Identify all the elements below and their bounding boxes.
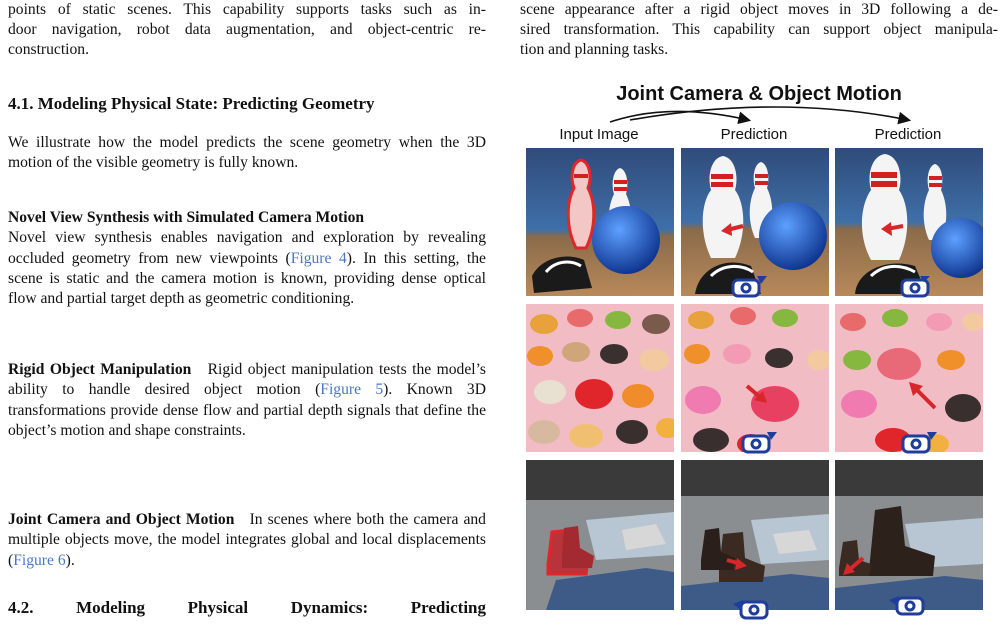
joint-text-after: ). bbox=[65, 551, 75, 569]
section-4-1-paragraph: We illustrate how the model predicts the scene geometry when the 3D motion of the visible geometry is fully known. bbox=[8, 134, 486, 172]
camera-icon bbox=[901, 432, 937, 454]
bowling-input-image bbox=[526, 148, 674, 296]
camera-icon bbox=[889, 594, 925, 616]
right-intro-line-3: tion and planning tasks. bbox=[520, 41, 669, 58]
figure-4-link[interactable]: Figure 4 bbox=[290, 249, 347, 267]
camera-icon bbox=[741, 432, 777, 454]
right-intro-line-1: scene appearance after a rigid object moves in 3D following a de- bbox=[520, 1, 998, 18]
figure-title: Joint Camera & Object Motion bbox=[616, 83, 902, 105]
rigid-text-before: Rigid object manipulation tests the model’s ability to handle desired object motion ( bbox=[8, 361, 486, 399]
camera-icon bbox=[733, 598, 769, 620]
intro-line-1: points of static scenes. This capability supports tasks such as in- bbox=[8, 1, 486, 18]
figure-5-link[interactable]: Figure 5 bbox=[320, 381, 384, 399]
section-4-2-title: 4.2. Modeling Physical Dynamics: Predicting bbox=[8, 598, 486, 617]
joint-text-before: In scenes where both the camera and multiple objects move, the model integrates global and local displacements ( bbox=[8, 511, 486, 569]
joint-paragraph bbox=[8, 510, 486, 571]
arrow-input-to-pred2 bbox=[630, 107, 908, 120]
rigid-text-after: ). Known 3D transformations provide dense flow and partial depth signals that define the object’s motion and shape constraints. bbox=[8, 381, 486, 439]
nvs-paragraph bbox=[8, 208, 486, 309]
nvs-heading: Novel View Synthesis with Simulated Camera Motion bbox=[8, 209, 365, 226]
nvs-text-before: Novel view synthesis enables navigation and exploration by revealing occluded geometry from new viewpoints ( bbox=[8, 229, 486, 267]
intro-line-2: door navigation, robot data augmentation, and object-centric re- bbox=[8, 21, 486, 38]
bowling-prediction-2-image bbox=[835, 148, 983, 296]
figure-6-link[interactable]: Figure 6 bbox=[13, 551, 66, 569]
rigid-paragraph bbox=[8, 360, 486, 441]
camera-icon bbox=[731, 276, 767, 298]
camera-icon bbox=[900, 276, 936, 298]
macarons-input-image bbox=[526, 304, 674, 452]
rigid-heading: Rigid Object Manipulation bbox=[8, 361, 192, 378]
macarons-prediction-1-image bbox=[681, 304, 829, 452]
bowling-prediction-1-image bbox=[681, 148, 829, 296]
column-label-input: Input Image bbox=[559, 126, 639, 143]
macarons-prediction-2-image bbox=[835, 304, 983, 452]
intro-line-3: construction. bbox=[8, 41, 89, 58]
column-label-prediction-1: Prediction bbox=[720, 126, 788, 143]
section-4-1-title: 4.1. Modeling Physical State: Predicting Geometry bbox=[8, 94, 375, 113]
column-label-prediction-2: Prediction bbox=[874, 126, 942, 143]
boots-prediction-1-image bbox=[681, 460, 829, 610]
joint-heading: Joint Camera and Object Motion bbox=[8, 511, 235, 528]
boots-input-image bbox=[526, 460, 674, 610]
nvs-text-after: ). In this setting, the scene is static and the camera motion is known, providing dense optical flow and partial target depth as geometric conditioning. bbox=[8, 249, 486, 308]
right-intro-line-2: sired transformation. This capability can support object manipula- bbox=[520, 21, 998, 38]
boots-prediction-2-image bbox=[835, 460, 983, 610]
